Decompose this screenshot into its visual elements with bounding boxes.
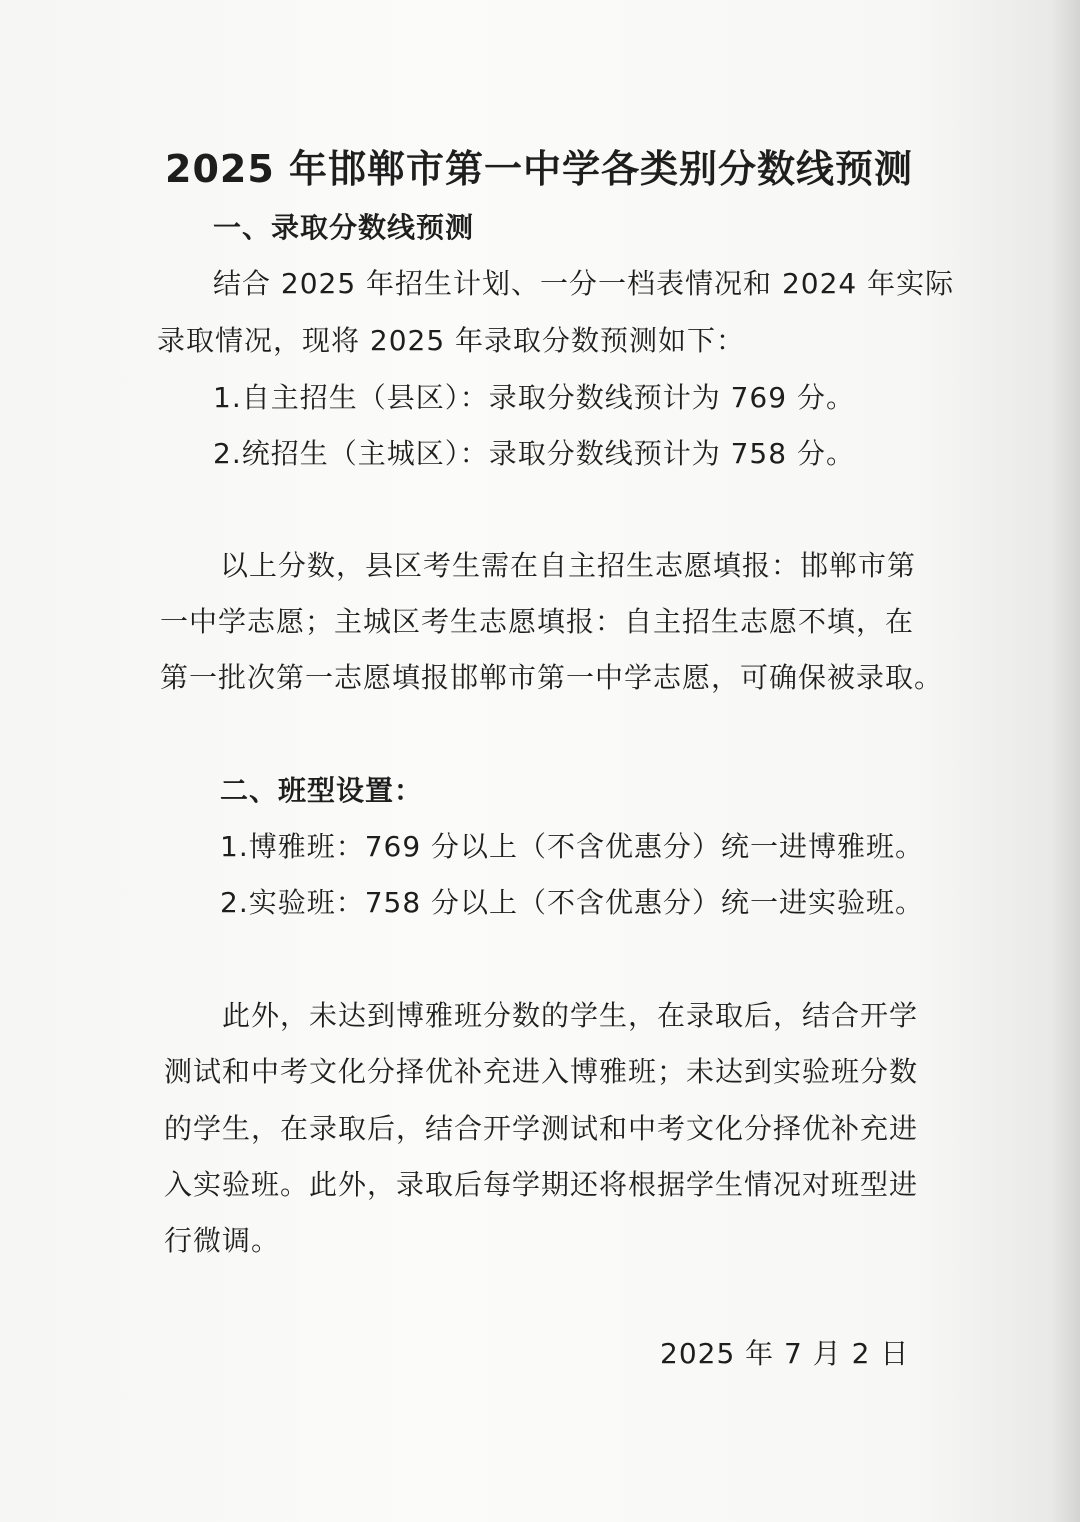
section2-item2: 2.实验班：758 分以上（不含优惠分）统一进实验班。: [220, 886, 925, 919]
note2-line2: 测试和中考文化分择优补充进入博雅班；未达到实验班分数: [164, 1055, 919, 1088]
section1-heading: 一、录取分数线预测: [213, 211, 475, 244]
document-date: 2025 年 7 月 2 日: [660, 1337, 910, 1370]
note2-line3: 的学生，在录取后，结合开学测试和中考文化分择优补充进: [164, 1112, 919, 1145]
note2-line1: 此外，未达到博雅班分数的学生，在录取后，结合开学: [222, 999, 919, 1032]
note1-line2: 一中学志愿；主城区考生志愿填报：自主招生志愿不填，在: [160, 605, 915, 638]
page-edge-shadow: [1050, 0, 1080, 1522]
section1-intro-line2: 录取情况，现将 2025 年录取分数预测如下：: [157, 324, 746, 357]
note1-line1: 以上分数，县区考生需在自主招生志愿填报：邯郸市第: [220, 549, 917, 582]
section2-heading: 二、班型设置：: [220, 774, 424, 807]
note2-line5: 行微调。: [164, 1224, 281, 1257]
document-title: 2025 年邯郸市第一中学各类别分数线预测: [165, 147, 913, 191]
note1-line3: 第一批次第一志愿填报邯郸市第一中学志愿，可确保被录取。: [160, 661, 944, 694]
section1-item1: 1.自主招生（县区）：录取分数线预计为 769 分。: [213, 381, 855, 414]
section1-intro-line1: 结合 2025 年招生计划、一分一档表情况和 2024 年实际: [213, 267, 955, 300]
section2-item1: 1.博雅班：769 分以上（不含优惠分）统一进博雅班。: [220, 830, 925, 863]
section1-item2: 2.统招生（主城区）：录取分数线预计为 758 分。: [213, 437, 855, 470]
note2-line4: 入实验班。此外，录取后每学期还将根据学生情况对班型进: [164, 1168, 919, 1201]
